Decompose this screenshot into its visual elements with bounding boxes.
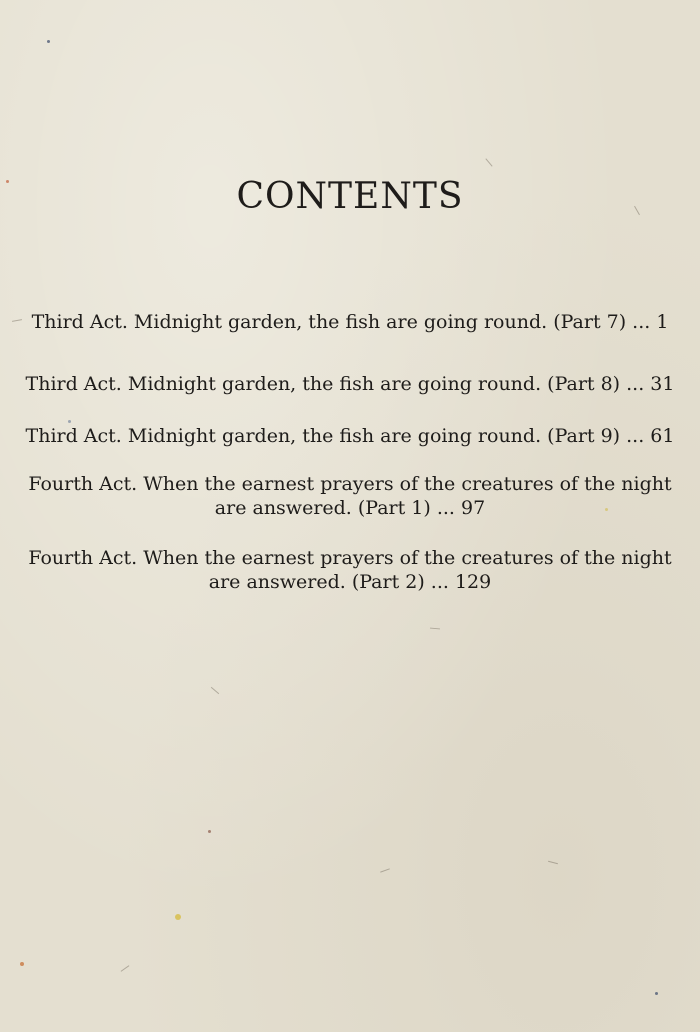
paper-fleck bbox=[175, 914, 181, 920]
page-title: CONTENTS bbox=[236, 176, 464, 217]
paper-fleck bbox=[20, 962, 24, 966]
paper-fiber bbox=[485, 158, 492, 166]
paper-fleck bbox=[208, 830, 211, 833]
paper-fleck bbox=[655, 992, 658, 995]
paper-fleck bbox=[68, 420, 71, 423]
paper-fleck bbox=[47, 40, 50, 43]
paper-fiber bbox=[211, 687, 219, 694]
toc-entry[interactable]: Third Act. Midnight garden, the fish are going round. (Part 7) ... 1 bbox=[31, 311, 669, 333]
toc-entry[interactable]: Third Act. Midnight garden, the fish are going round. (Part 8) ... 31 bbox=[25, 373, 675, 395]
paper-fiber bbox=[430, 628, 440, 630]
paper-fiber bbox=[380, 868, 390, 872]
toc-entry[interactable]: Third Act. Midnight garden, the fish are going round. (Part 9) ... 61 bbox=[25, 425, 675, 447]
paper-fiber bbox=[121, 965, 130, 972]
toc-entry[interactable]: Fourth Act. When the earnest prayers of the creatures of the night are answered. (Part 2) ... 129 bbox=[28, 547, 672, 593]
toc-entry[interactable]: Fourth Act. When the earnest prayers of the creatures of the night are answered. (Part 1) ... 97 bbox=[28, 473, 672, 519]
paper-fiber bbox=[548, 861, 558, 865]
